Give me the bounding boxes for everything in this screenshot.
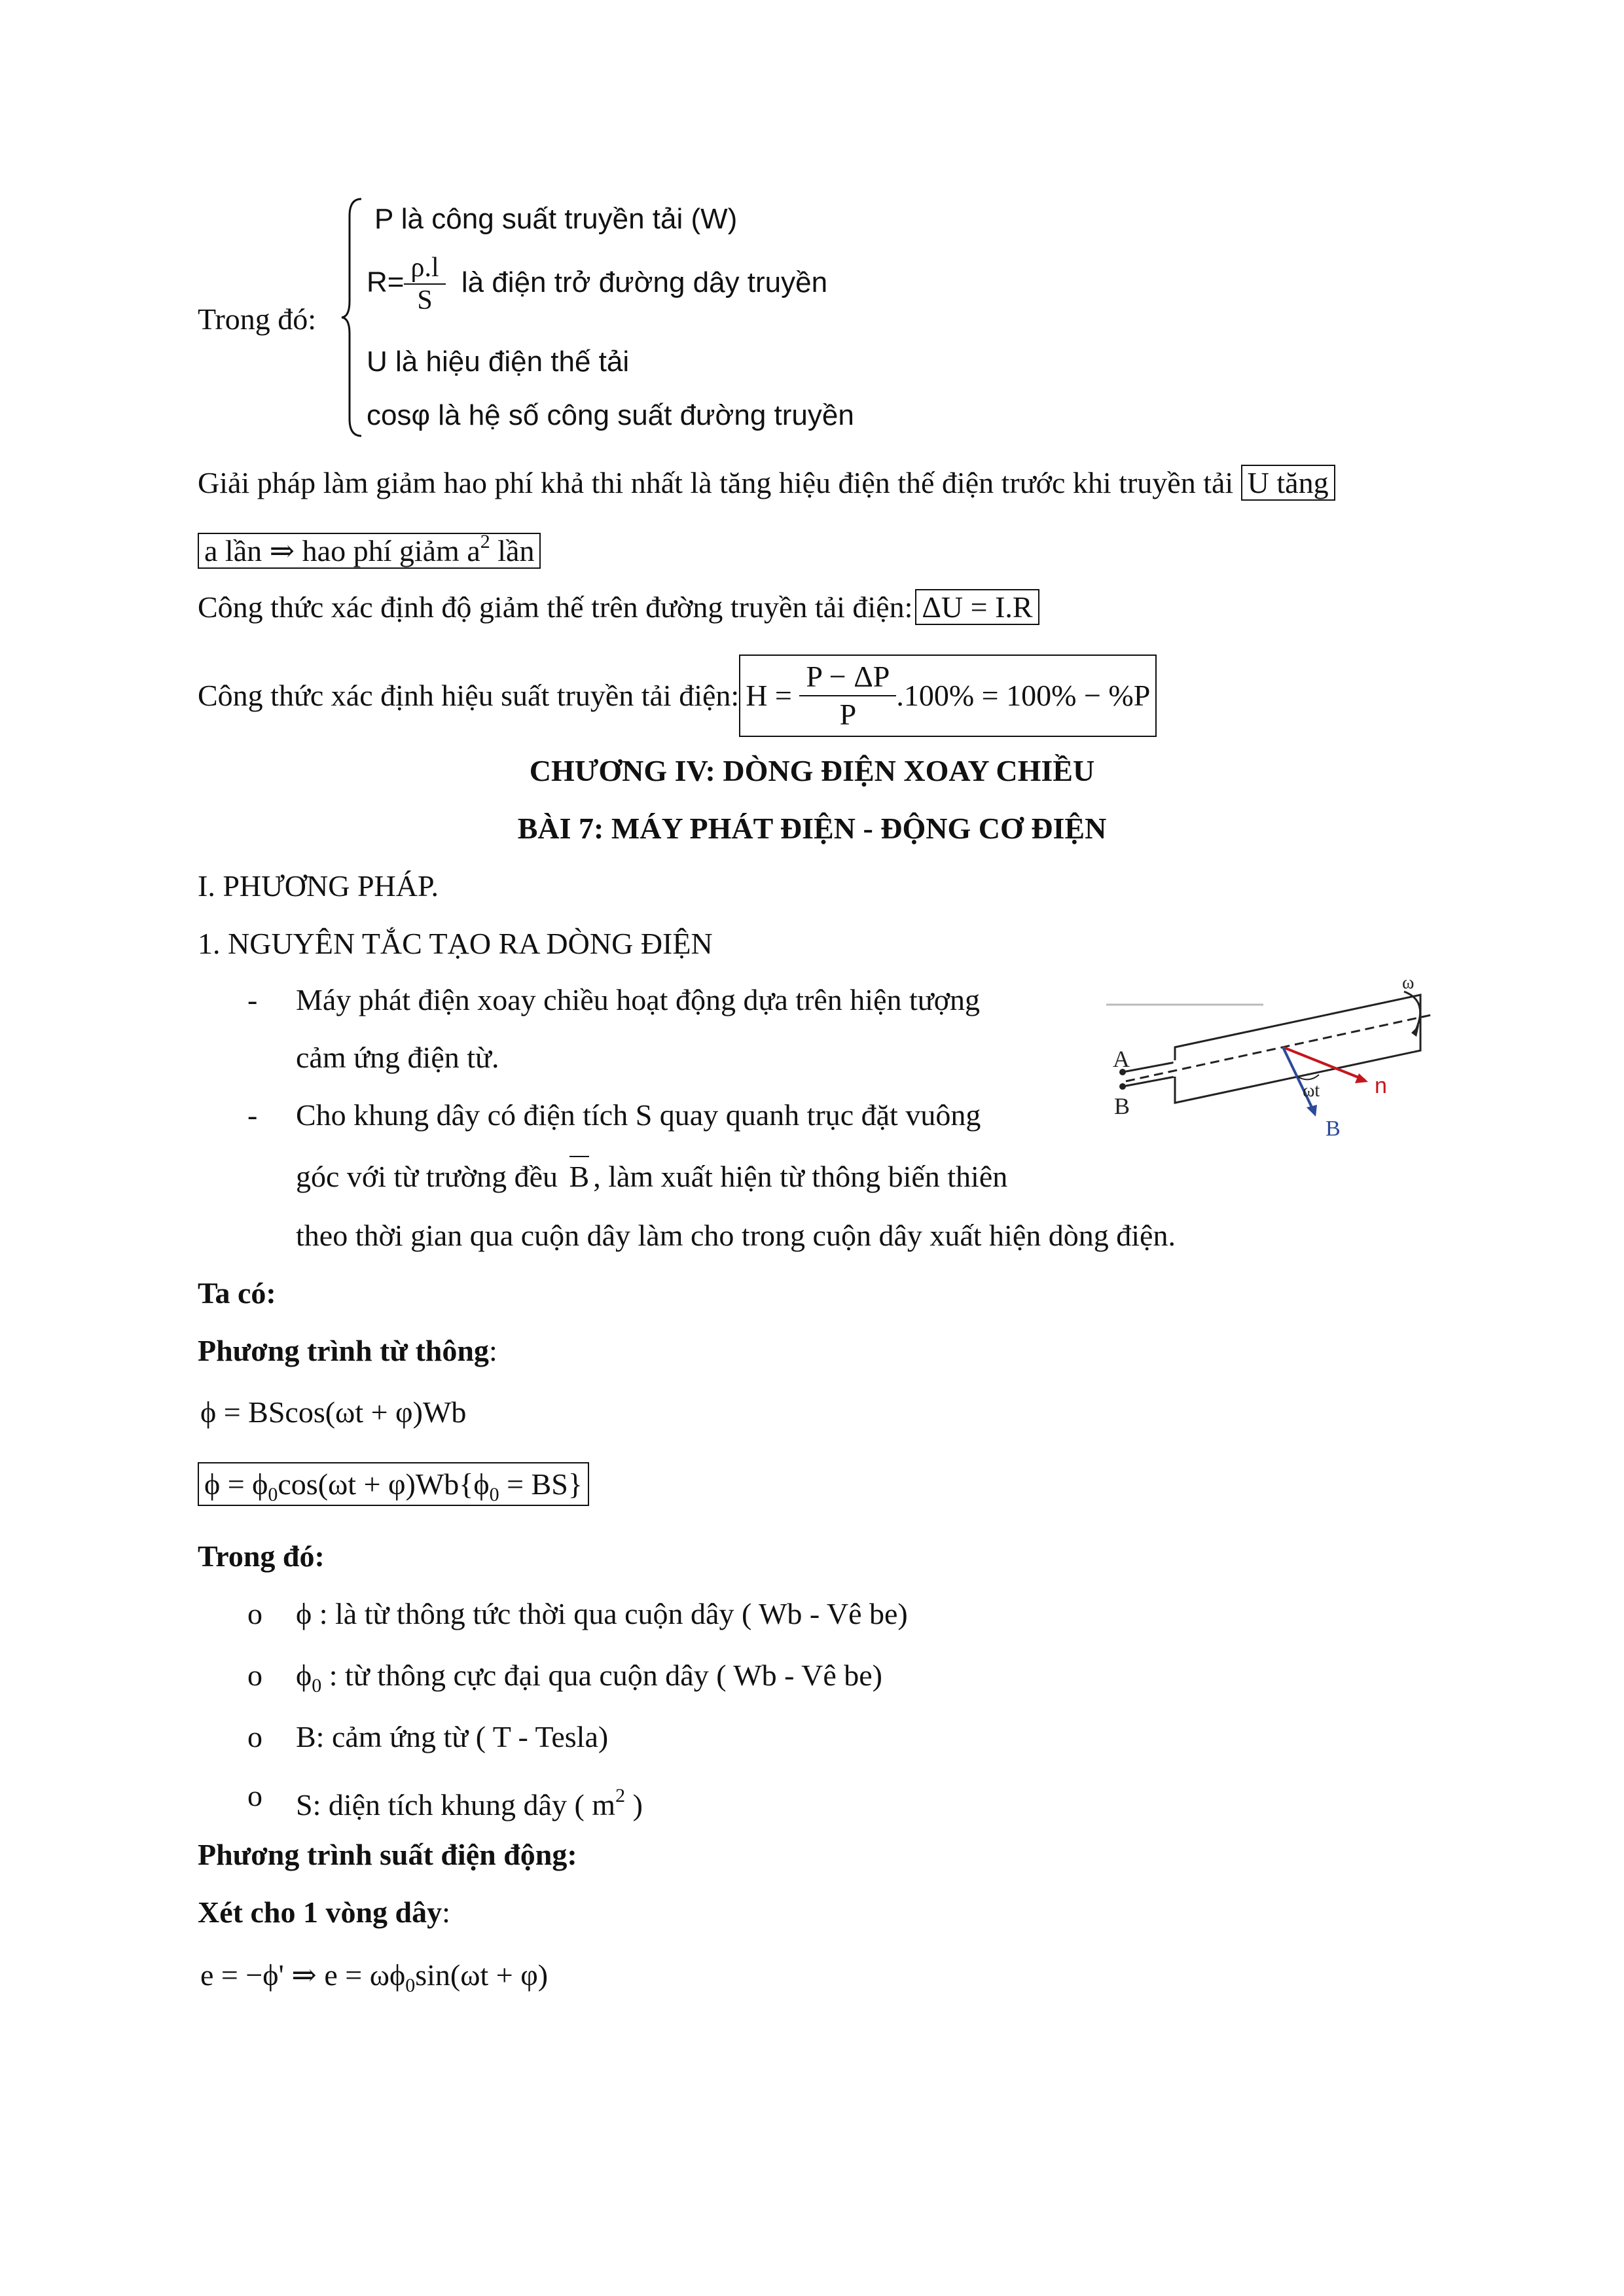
- section-heading: I. PHƯƠNG PHÁP.: [198, 869, 439, 903]
- b-vector: [569, 1158, 590, 1195]
- flux2-c: = BS}: [499, 1467, 583, 1501]
- flux-eq1: ϕ = BScos(ωt + φ)Wb: [200, 1395, 467, 1429]
- subsection-heading: 1. NGUYÊN TẮC TẠO RA DÒNG ĐIỆN: [198, 927, 713, 960]
- left-brace: [340, 196, 367, 439]
- def2-sub: 0: [312, 1675, 322, 1696]
- box2-sup: 2: [480, 531, 490, 552]
- bullet1-line1: Máy phát điện xoay chiều hoạt động dựa trên hiện tượng: [296, 983, 981, 1016]
- eff-tail: .100% = 100% − %P: [896, 679, 1151, 712]
- bullet2-line2: [296, 1158, 1007, 1195]
- solution-box2: [198, 533, 541, 569]
- one-turn-colon: :: [442, 1895, 450, 1929]
- box2-text: a lần ⇒ hao phí giảm a: [204, 534, 480, 567]
- one-turn: Xét cho 1 vòng dây: [198, 1895, 442, 1929]
- chapter-title: CHƯƠNG IV: DÒNG ĐIỆN XOAY CHIỀU: [529, 754, 1095, 787]
- solution-line2: [198, 524, 541, 569]
- emf-heading: Phương trình suất điện động:: [198, 1838, 577, 1871]
- rotation-arrowhead: [1411, 1025, 1419, 1037]
- eff-num: P − ΔP: [799, 658, 896, 696]
- def4-sup: 2: [615, 1785, 626, 1806]
- def-bullet-4: o: [247, 1779, 262, 1812]
- one-turn-line: [198, 1894, 450, 1931]
- b-vector-head: [1307, 1105, 1317, 1117]
- where-line-cos: cosφ là hệ số công suất đường truyền: [367, 399, 854, 431]
- def4-tail: ): [625, 1788, 643, 1821]
- eff-fraction: [799, 658, 896, 733]
- where-line-r: [367, 252, 827, 316]
- def-4: [296, 1778, 643, 1823]
- flux-eq2-line: [198, 1466, 589, 1513]
- voltage-drop-text: Công thức xác định độ giảm thế trên đường truyền tải điện:: [198, 590, 913, 624]
- def4-text: S: diện tích khung dây ( m: [296, 1788, 616, 1821]
- solution-text: [198, 465, 1335, 501]
- voltage-drop-formula: ΔU = I.R: [915, 589, 1039, 625]
- flux-heading-line: [198, 1333, 497, 1369]
- def2-text: : từ thông cực đại qua cuộn dây ( Wb - Vê be): [321, 1659, 882, 1692]
- b-vector-letter: B: [569, 1160, 590, 1193]
- def-3: B: cảm ứng từ ( T - Tesla): [296, 1720, 609, 1753]
- efficiency-formula: [739, 655, 1157, 737]
- rotating-coil-figure: [1106, 962, 1440, 1185]
- emf-sub: 0: [405, 1975, 416, 1996]
- flux2-a: ϕ = ϕ: [204, 1467, 268, 1501]
- bullet2-line3: theo thời gian qua cuộn dây làm cho trong cuộn dây xuất hiện dòng điện.: [296, 1219, 1176, 1252]
- ta-co: Ta có:: [198, 1276, 276, 1310]
- emf-a: e = −ϕ' ⇒ e = ωϕ: [200, 1958, 406, 1992]
- shaft-b: [1123, 1077, 1175, 1086]
- b2-text-a: góc với từ trường đều: [296, 1160, 558, 1193]
- where-line-u: U là hiệu điện thế tải: [367, 346, 630, 378]
- r-den: S: [417, 285, 433, 315]
- fig-label-b: B: [1114, 1093, 1130, 1119]
- flux2-b: cos(ωt + φ)Wb{ϕ: [278, 1467, 490, 1501]
- fig-label-omega: ω: [1402, 973, 1415, 993]
- bullet2-line1: Cho khung dây có điện tích S quay quanh trục đặt vuông: [296, 1098, 981, 1132]
- efficiency-line: [198, 655, 1157, 737]
- solution-box1: U tăng: [1241, 465, 1335, 501]
- fig-label-n: n: [1375, 1073, 1387, 1098]
- efficiency-text: Công thức xác định hiệu suất truyền tải điện:: [198, 679, 740, 712]
- where-line-p: P là công suất truyền tải (W): [374, 203, 738, 235]
- solution-sentence: Giải pháp làm giảm hao phí khả thi nhất là tăng hiệu điện thế điện trước khi truyền tải: [198, 466, 1234, 499]
- where-label: Trong đó:: [198, 302, 317, 336]
- dash-1: -: [247, 983, 258, 1016]
- b2-text-b: , làm xuất hiện từ thông biến thiên: [593, 1160, 1008, 1193]
- r-num: ρ.l: [404, 252, 445, 285]
- def-bullet-2: o: [247, 1659, 262, 1692]
- def1-text: : là từ thông tức thời qua cuộn dây ( Wb - Vê be): [312, 1597, 908, 1630]
- box2-tail: lần: [490, 534, 535, 567]
- r-fraction: [404, 252, 445, 316]
- where2-heading: Trong đó:: [198, 1539, 325, 1573]
- r-prefix: R=: [367, 266, 405, 298]
- bullet1-line2: cảm ứng điện từ.: [296, 1041, 499, 1074]
- fig-label-bvec: B: [1326, 1117, 1341, 1141]
- fig-label-wt: ωt: [1303, 1081, 1320, 1101]
- emf-eq: [200, 1957, 548, 2004]
- dash-2: -: [247, 1098, 258, 1132]
- terminal-b: [1119, 1083, 1126, 1090]
- def-2: [296, 1657, 882, 1704]
- eff-den: P: [839, 698, 857, 731]
- fig-label-a: A: [1113, 1046, 1130, 1072]
- def1-sym: ϕ: [296, 1597, 312, 1630]
- shaft-a: [1123, 1062, 1175, 1072]
- def-1: [296, 1596, 908, 1632]
- n-vector-head: [1355, 1073, 1368, 1083]
- flux-colon: :: [488, 1334, 497, 1367]
- def2-sym: ϕ: [296, 1659, 312, 1692]
- def-bullet-3: o: [247, 1720, 262, 1753]
- flux2-sub2: 0: [489, 1484, 499, 1505]
- emf-b: sin(ωt + φ): [415, 1958, 549, 1992]
- lesson-title: BÀI 7: MÁY PHÁT ĐIỆN - ĐỘNG CƠ ĐIỆN: [517, 812, 1107, 845]
- flux-eq2-box: [198, 1462, 589, 1506]
- def-bullet-1: o: [247, 1597, 262, 1630]
- vector-bar: [569, 1156, 590, 1157]
- eff-h: H =: [746, 679, 800, 712]
- voltage-drop-line: [198, 589, 1039, 626]
- flux-heading: Phương trình từ thông: [198, 1334, 489, 1367]
- r-desc: là điện trở đường dây truyền: [461, 266, 828, 298]
- flux2-sub: 0: [268, 1484, 278, 1505]
